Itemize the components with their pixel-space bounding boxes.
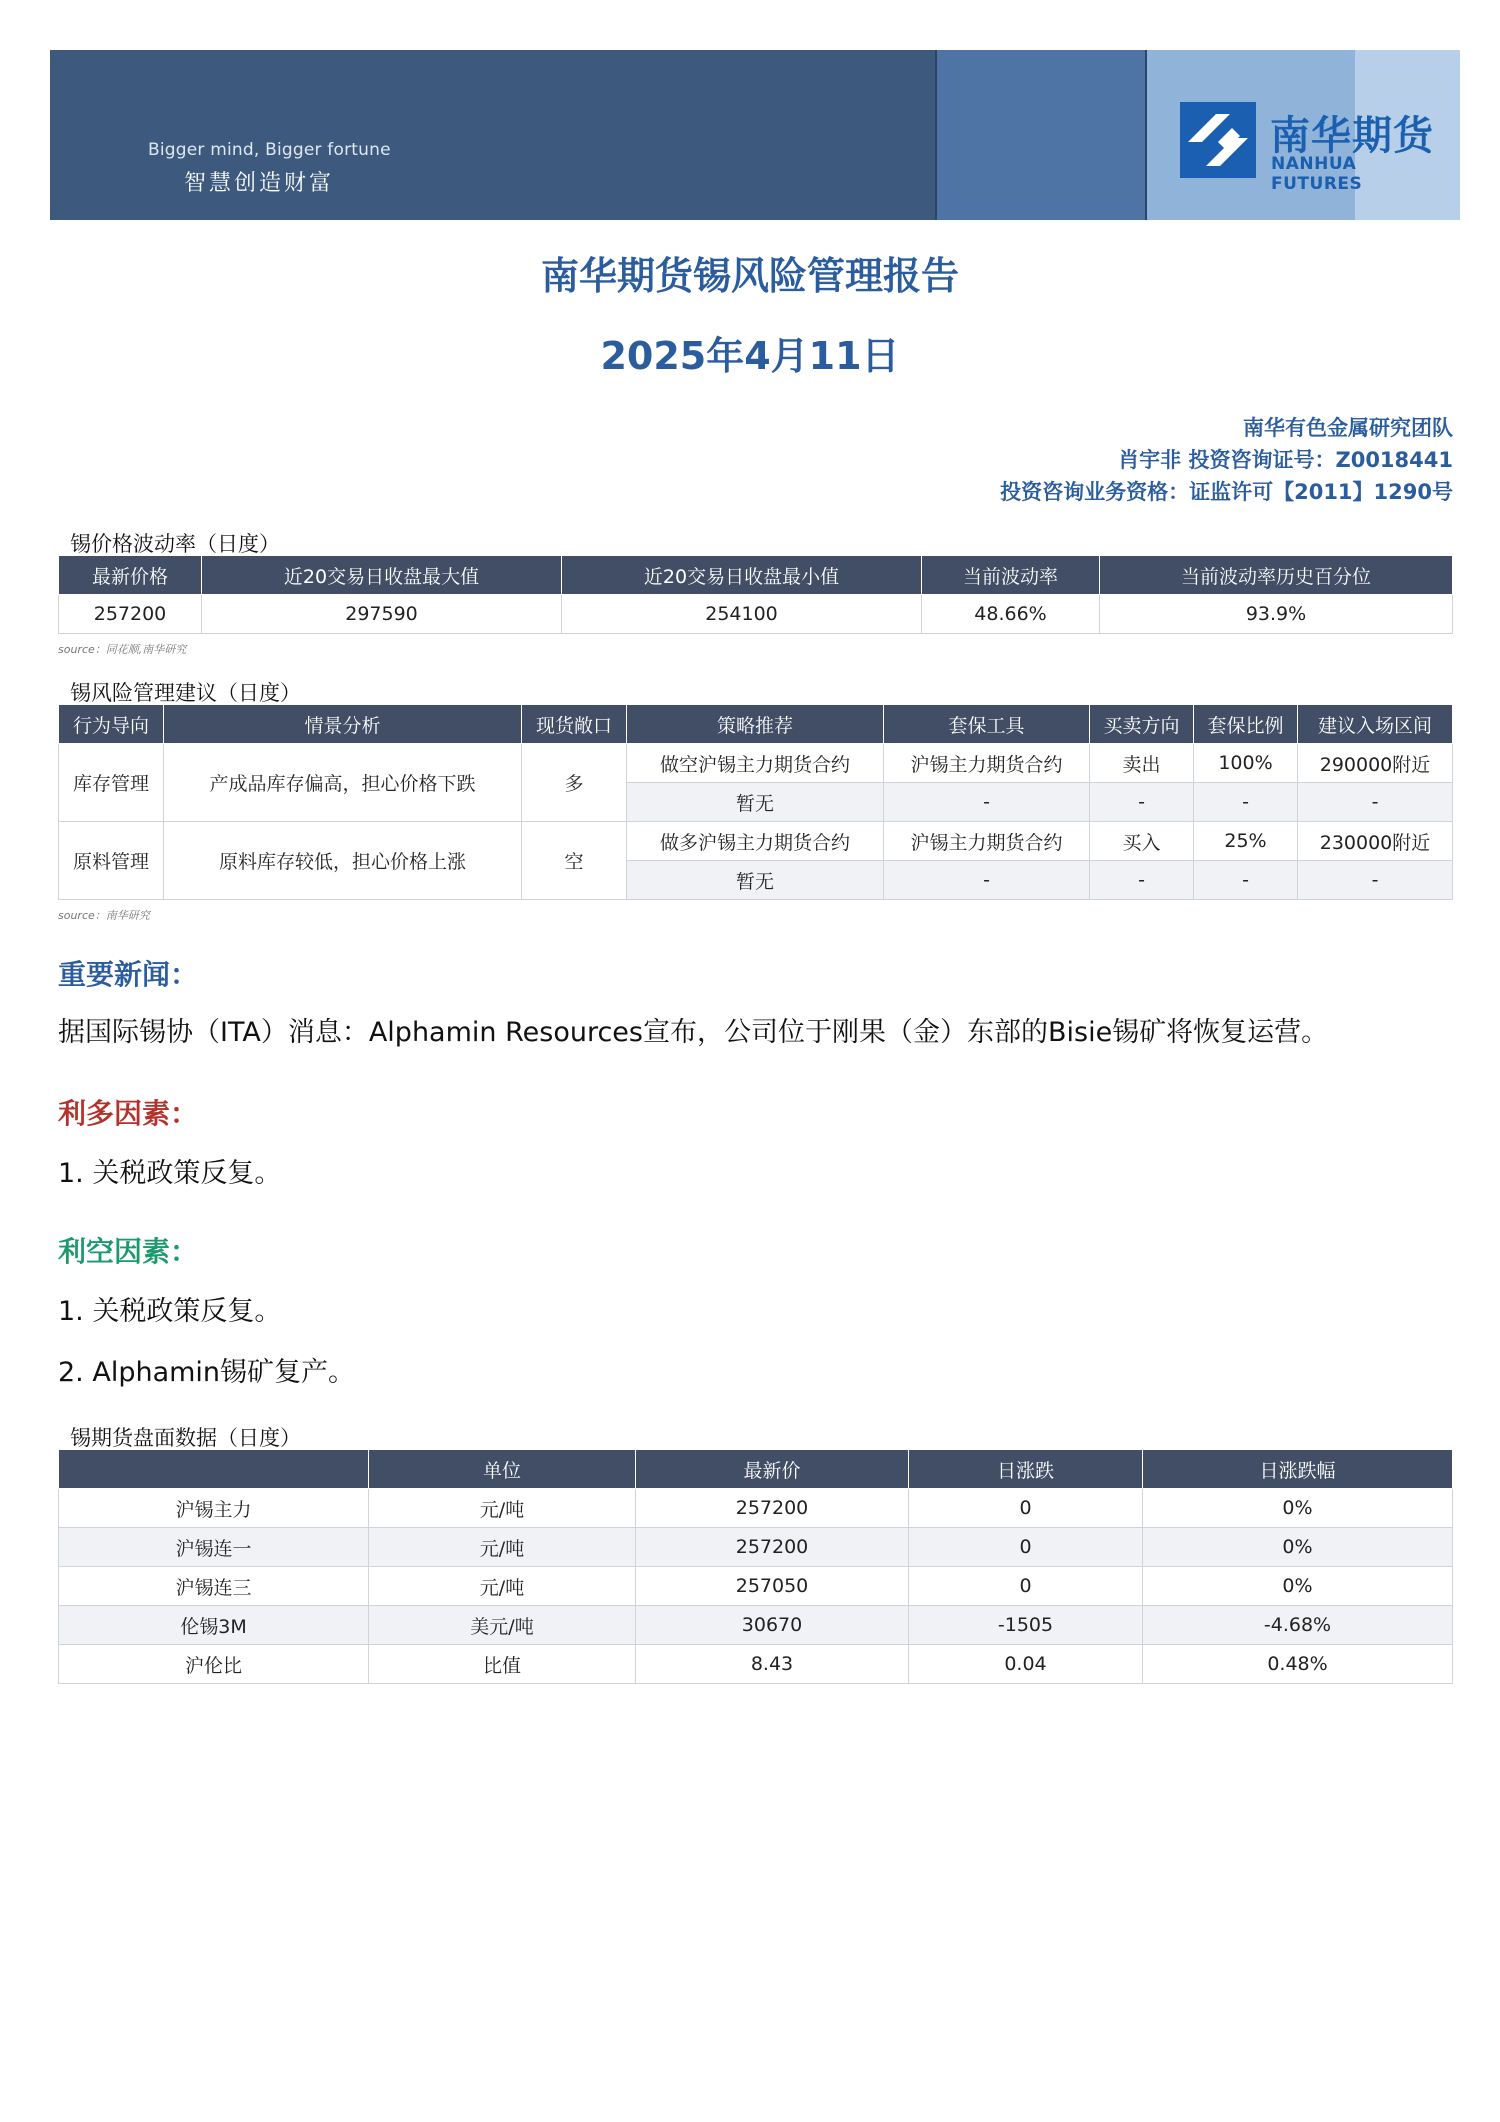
header-cell: 现货敞口 xyxy=(522,705,627,744)
ratio-cell: - xyxy=(1194,783,1298,822)
header-cell: 情景分析 xyxy=(164,705,522,744)
direction-cell: - xyxy=(1090,783,1194,822)
unit-cell: 元/吨 xyxy=(369,1528,636,1567)
header-cell: 建议入场区间 xyxy=(1298,705,1453,744)
table-row xyxy=(59,822,1453,861)
entry-range-cell: - xyxy=(1298,861,1453,900)
instrument-cell: - xyxy=(884,783,1090,822)
price-cell: 257200 xyxy=(636,1489,909,1528)
strategy-cell: 暂无 xyxy=(627,861,884,900)
list-item: 1. 关税政策反复。 xyxy=(58,1158,282,1189)
change-pct-cell: 0% xyxy=(1143,1567,1453,1606)
table-row xyxy=(59,595,1453,634)
header-cell: 当前波动率 xyxy=(922,556,1100,595)
market-caption: 锡期货盘面数据（日度） xyxy=(70,1426,301,1450)
banner-stripe xyxy=(935,50,1145,220)
bullish-heading: 利多因素： xyxy=(58,1097,199,1130)
change-cell: 0 xyxy=(909,1528,1143,1567)
author-block xyxy=(1000,412,1453,508)
unit-cell: 美元/吨 xyxy=(369,1606,636,1645)
scenario-cell: 原料库存较低，担心价格上涨 xyxy=(164,822,522,900)
contract-cell: 伦锡3M xyxy=(59,1606,369,1645)
latest-price-cell: 257200 xyxy=(59,595,202,634)
table-row xyxy=(59,1606,1453,1645)
price-cell: 257200 xyxy=(636,1528,909,1567)
strategy-cell: 做空沪锡主力期货合约 xyxy=(627,744,884,783)
volatility-table xyxy=(58,555,1453,634)
header-cell: 最新价 xyxy=(636,1450,909,1489)
volatility-cell: 48.66% xyxy=(922,595,1100,634)
exposure-cell: 多 xyxy=(522,744,627,822)
percentile-cell: 93.9% xyxy=(1100,595,1453,634)
instrument-cell: 沪锡主力期货合约 xyxy=(884,744,1090,783)
exposure-cell: 空 xyxy=(522,822,627,900)
list-item: 2. Alphamin锡矿复产。 xyxy=(58,1357,356,1388)
table-row xyxy=(59,1528,1453,1567)
banner-divider xyxy=(1145,50,1147,220)
license-info: 投资咨询业务资格：证监许可【2011】1290号 xyxy=(1000,480,1453,504)
volatility-caption: 锡价格波动率（日度） xyxy=(70,532,280,556)
entry-range-cell: - xyxy=(1298,783,1453,822)
risk-caption: 锡风险管理建议（日度） xyxy=(70,681,301,705)
slogan-english: Bigger mind, Bigger fortune xyxy=(148,140,391,160)
ratio-cell: 100% xyxy=(1194,744,1298,783)
price-cell: 257050 xyxy=(636,1567,909,1606)
header-cell: 最新价格 xyxy=(59,556,202,595)
ratio-cell: - xyxy=(1194,861,1298,900)
price-cell: 8.43 xyxy=(636,1645,909,1684)
source-note: source：南华研究 xyxy=(58,909,150,922)
header-cell: 日涨跌 xyxy=(909,1450,1143,1489)
entry-range-cell: 230000附近 xyxy=(1298,822,1453,861)
max-close-cell: 297590 xyxy=(202,595,562,634)
report-date: 2025年4月11日 xyxy=(600,334,900,378)
ratio-cell: 25% xyxy=(1194,822,1298,861)
behavior-cell: 原料管理 xyxy=(59,822,164,900)
entry-range-cell: 290000附近 xyxy=(1298,744,1453,783)
direction-cell: - xyxy=(1090,861,1194,900)
contract-cell: 沪锡连一 xyxy=(59,1528,369,1567)
change-cell: 0 xyxy=(909,1567,1143,1606)
table-row xyxy=(59,1567,1453,1606)
table-row xyxy=(59,1645,1453,1684)
price-cell: 30670 xyxy=(636,1606,909,1645)
logo-text-chinese: 南华期货 xyxy=(1270,113,1434,159)
header-cell: 近20交易日收盘最小值 xyxy=(562,556,922,595)
header-banner xyxy=(50,50,1460,220)
source-note: source：同花顺,南华研究 xyxy=(58,643,187,656)
instrument-cell: 沪锡主力期货合约 xyxy=(884,822,1090,861)
analyst-credential: 肖宇非 投资咨询证号：Z0018441 xyxy=(1118,448,1453,472)
table-header-row xyxy=(59,1450,1453,1489)
slogan-chinese: 智慧创造财富 xyxy=(184,171,335,196)
change-cell: -1505 xyxy=(909,1606,1143,1645)
contract-cell: 沪锡连三 xyxy=(59,1567,369,1606)
unit-cell: 比值 xyxy=(369,1645,636,1684)
change-cell: 0 xyxy=(909,1489,1143,1528)
change-pct-cell: -4.68% xyxy=(1143,1606,1453,1645)
header-cell: 策略推荐 xyxy=(627,705,884,744)
header-cell: 近20交易日收盘最大值 xyxy=(202,556,562,595)
instrument-cell: - xyxy=(884,861,1090,900)
direction-cell: 买入 xyxy=(1090,822,1194,861)
change-pct-cell: 0% xyxy=(1143,1489,1453,1528)
list-item: 1. 关税政策反复。 xyxy=(58,1296,282,1327)
change-cell: 0.04 xyxy=(909,1645,1143,1684)
header-cell xyxy=(59,1450,369,1489)
banner-divider xyxy=(935,50,937,220)
contract-cell: 沪锡主力 xyxy=(59,1489,369,1528)
table-row xyxy=(59,744,1453,783)
header-cell: 行为导向 xyxy=(59,705,164,744)
header-cell: 单位 xyxy=(369,1450,636,1489)
header-cell: 套保工具 xyxy=(884,705,1090,744)
header-cell: 买卖方向 xyxy=(1090,705,1194,744)
direction-cell: 卖出 xyxy=(1090,744,1194,783)
news-heading: 重要新闻： xyxy=(58,958,199,991)
risk-table xyxy=(58,704,1453,900)
contract-cell: 沪伦比 xyxy=(59,1645,369,1684)
strategy-cell: 做多沪锡主力期货合约 xyxy=(627,822,884,861)
min-close-cell: 254100 xyxy=(562,595,922,634)
change-pct-cell: 0.48% xyxy=(1143,1645,1453,1684)
header-cell: 日涨跌幅 xyxy=(1143,1450,1453,1489)
header-cell: 当前波动率历史百分位 xyxy=(1100,556,1453,595)
bearish-heading: 利空因素： xyxy=(58,1235,199,1268)
table-header-row xyxy=(59,705,1453,744)
research-team: 南华有色金属研究团队 xyxy=(1243,416,1453,440)
table-header-row xyxy=(59,556,1453,595)
company-logo xyxy=(1180,102,1450,194)
report-title: 南华期货锡风险管理报告 xyxy=(540,254,959,298)
news-text: 据国际锡协（ITA）消息：Alphamin Resources宣布，公司位于刚果（金）东部的Bisie锡矿将恢复运营。 xyxy=(58,1017,1329,1048)
market-data-table xyxy=(58,1449,1453,1684)
unit-cell: 元/吨 xyxy=(369,1567,636,1606)
strategy-cell: 暂无 xyxy=(627,783,884,822)
table-row xyxy=(59,1489,1453,1528)
nanhua-logo-icon xyxy=(1180,102,1256,178)
header-cell: 套保比例 xyxy=(1194,705,1298,744)
behavior-cell: 库存管理 xyxy=(59,744,164,822)
logo-text-english: NANHUA FUTURES xyxy=(1271,154,1363,194)
unit-cell: 元/吨 xyxy=(369,1489,636,1528)
change-pct-cell: 0% xyxy=(1143,1528,1453,1567)
scenario-cell: 产成品库存偏高，担心价格下跌 xyxy=(164,744,522,822)
